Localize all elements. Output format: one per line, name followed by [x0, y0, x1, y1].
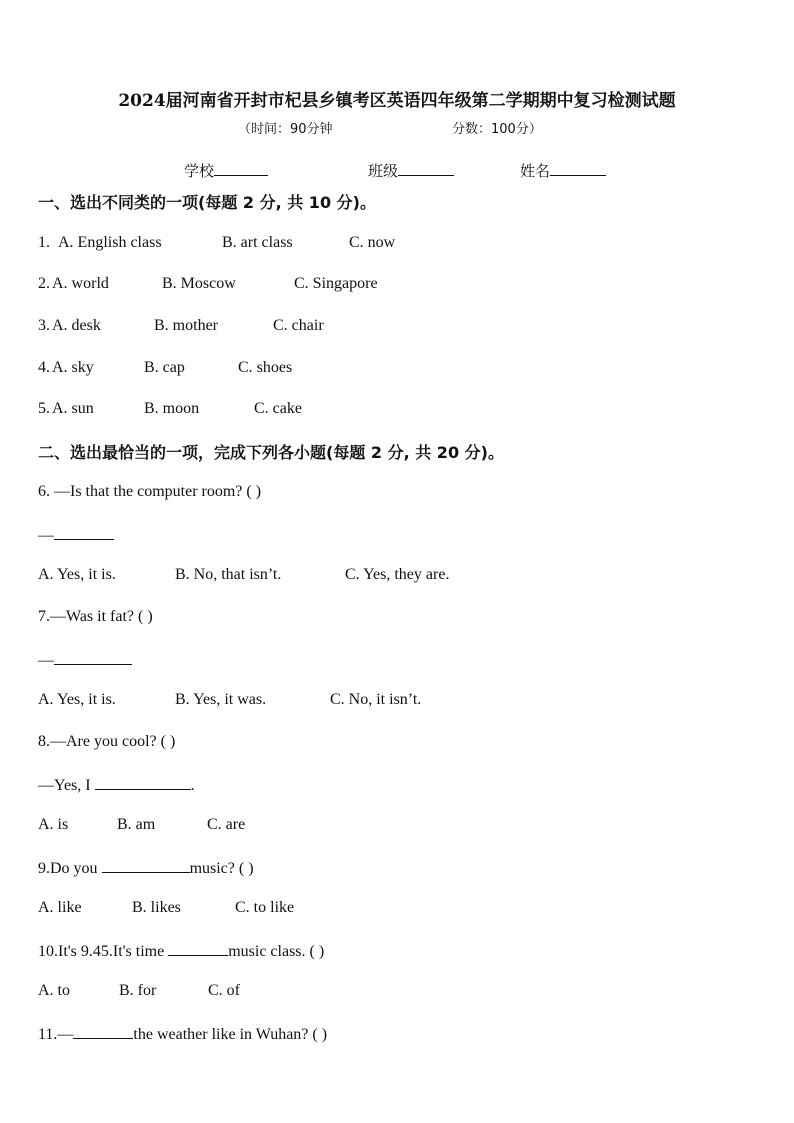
- q4-option-c[interactable]: C. shoes: [238, 359, 293, 376]
- q6-answer-line: [38, 525, 114, 545]
- q9-option-a[interactable]: A. like: [38, 899, 82, 916]
- q4-option-a[interactable]: A. sky: [52, 359, 94, 376]
- q6-option-c[interactable]: C. Yes, they are.: [345, 566, 450, 583]
- school-field: [184, 160, 268, 181]
- q3-option-a[interactable]: A. desk: [52, 317, 101, 334]
- q5-option-b[interactable]: B. moon: [144, 400, 200, 417]
- q9-option-b[interactable]: B. likes: [132, 899, 181, 916]
- q10-blank[interactable]: [168, 941, 228, 956]
- q7-answer-blank[interactable]: [54, 650, 132, 665]
- q10-stem-before: 10.It's 9.45.It's time: [38, 943, 169, 960]
- school-label: 学校: [184, 162, 215, 180]
- exam-score: 分数：100分）: [452, 122, 542, 137]
- q8-option-c[interactable]: C. are: [207, 816, 246, 833]
- q9-stem-after: music? ( ): [189, 860, 254, 877]
- q1-option-b[interactable]: B. art class: [222, 234, 293, 251]
- q10-stem-after: music class. ( ): [228, 943, 325, 960]
- name-label: 姓名: [520, 162, 551, 180]
- q1-number: 1.: [38, 234, 50, 251]
- q1-option-a[interactable]: A. English class: [58, 234, 162, 251]
- q9-blank[interactable]: [102, 858, 190, 873]
- q8-answer-blank[interactable]: [95, 775, 191, 790]
- exam-time: （时间：90分钟: [238, 122, 333, 137]
- q10-option-b[interactable]: B. for: [119, 982, 157, 999]
- q7-stem: 7.—Was it fat? ( ): [38, 608, 153, 625]
- q8-option-b[interactable]: B. am: [117, 816, 156, 833]
- q10-option-a[interactable]: A. to: [38, 982, 70, 999]
- q8-stem: 8.—Are you cool? ( ): [38, 733, 176, 750]
- q4-option-b[interactable]: B. cap: [144, 359, 185, 376]
- q11-blank[interactable]: [73, 1024, 133, 1039]
- q9-stem: [38, 858, 254, 878]
- q6-option-a[interactable]: A. Yes, it is.: [38, 566, 116, 583]
- q1-option-c[interactable]: C. now: [349, 234, 396, 251]
- q6-option-b[interactable]: B. No, that isn’t.: [175, 566, 282, 583]
- q2-option-c[interactable]: C. Singapore: [294, 275, 378, 292]
- q8-answer-suffix: .: [190, 777, 195, 794]
- section1-heading: 一、选出不同类的一项(每题 2 分, 共 10 分)。: [38, 193, 376, 212]
- q3-option-b[interactable]: B. mother: [154, 317, 218, 334]
- q5-number: 5.: [38, 400, 50, 417]
- q8-answer-line: [38, 775, 195, 795]
- class-field: [368, 160, 454, 181]
- q2-option-a[interactable]: A. world: [52, 275, 109, 292]
- q5-option-c[interactable]: C. cake: [254, 400, 302, 417]
- q6-stem: 6. —Is that the computer room? ( ): [38, 483, 262, 500]
- q11-stem-after: the weather like in Wuhan? ( ): [133, 1026, 328, 1043]
- q7-option-a[interactable]: A. Yes, it is.: [38, 691, 116, 708]
- name-blank[interactable]: [550, 161, 606, 176]
- q7-option-b[interactable]: B. Yes, it was.: [175, 691, 267, 708]
- q6-answer-blank[interactable]: [54, 525, 114, 540]
- q11-stem-before: 11.—: [38, 1026, 74, 1043]
- exam-title: 2024届河南省开封市杞县乡镇考区英语四年级第二学期期中复习检测试题: [118, 91, 676, 111]
- school-blank[interactable]: [214, 161, 268, 176]
- q8-answer-prefix: —Yes, I: [38, 777, 95, 794]
- q4-number: 4.: [38, 359, 50, 376]
- q8-option-a[interactable]: A. is: [38, 816, 69, 833]
- q3-option-c[interactable]: C. chair: [273, 317, 324, 334]
- q10-option-c[interactable]: C. of: [208, 982, 240, 999]
- q7-answer-prefix: —: [38, 652, 54, 669]
- q9-option-c[interactable]: C. to like: [235, 899, 295, 916]
- q2-option-b[interactable]: B. Moscow: [162, 275, 236, 292]
- q6-answer-prefix: —: [38, 527, 54, 544]
- name-field: [520, 160, 606, 181]
- q7-option-c[interactable]: C. No, it isn’t.: [330, 691, 422, 708]
- q10-stem: [38, 941, 324, 961]
- q9-stem-before: 9.Do you: [38, 860, 102, 877]
- section2-heading: 二、选出最恰当的一项，完成下列各小题(每题 2 分, 共 20 分)。: [38, 443, 504, 462]
- q5-option-a[interactable]: A. sun: [52, 400, 94, 417]
- q2-number: 2.: [38, 275, 50, 292]
- q3-number: 3.: [38, 317, 50, 334]
- class-label: 班级: [368, 162, 399, 180]
- class-blank[interactable]: [398, 161, 454, 176]
- q11-stem: [38, 1024, 327, 1044]
- q7-answer-line: [38, 650, 132, 670]
